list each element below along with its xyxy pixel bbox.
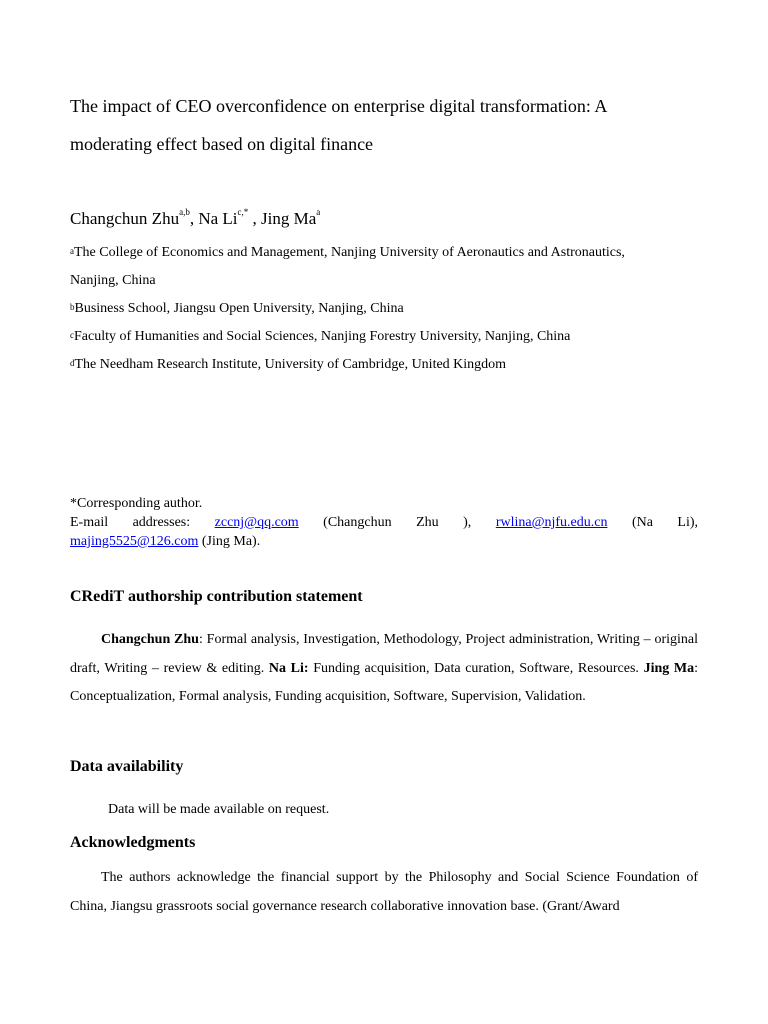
affiliation-item xyxy=(70,295,698,323)
acknowledgments-text: The authors acknowledge the financial support by the Philosophy and Social Science Foundation of China, Jiangsu grassroots social governance research collaborative innovation base. (Grant/Award xyxy=(70,870,698,914)
email-prefix: E-mail addresses: xyxy=(70,515,191,530)
credit-roles: : Formal analysis, Investigation, Methodology, Project administration, Writing – original draft, Writing – review & editing. xyxy=(70,632,698,676)
email-owner: (Changchun Zhu ), xyxy=(323,515,472,530)
credit-roles: Funding acquisition, Data curation, Software, Resources. xyxy=(308,660,644,676)
credit-author-name: Na Li: xyxy=(268,660,309,676)
affiliation-mark: d xyxy=(70,358,75,368)
affiliation-list xyxy=(70,239,698,379)
credit-heading: CRediT authorship contribution statement xyxy=(70,588,363,605)
email-link-ma[interactable]: majing5525@126.com xyxy=(70,534,199,549)
title-line-2: moderating effect based on digital finance xyxy=(70,134,374,154)
author-separator: , xyxy=(189,209,199,228)
affiliation-item xyxy=(70,323,698,351)
affiliation-text: Business School, Jiangsu Open University, Nanjing, China xyxy=(74,301,404,316)
affiliation-text: The College of Economics and Management, Nanjing University of Aeronautics and Astronautics, xyxy=(74,245,625,260)
corresponding-author-label: *Corresponding author. xyxy=(70,496,203,511)
affiliation-item xyxy=(70,351,698,379)
email-owner: (Na Li), xyxy=(631,515,699,530)
email-link-li[interactable]: rwlina@njfu.edu.cn xyxy=(495,515,608,530)
credit-statement xyxy=(70,626,698,712)
data-availability-heading: Data availability xyxy=(70,758,184,775)
affiliation-text: Faculty of Humanities and Social Sciences, Nanjing Forestry University, Nanjing, China xyxy=(74,329,571,344)
author-name: Jing Ma xyxy=(261,209,317,228)
email-addresses-line-2 xyxy=(70,532,698,551)
author-name: Changchun Zhu xyxy=(70,209,180,228)
credit-author-name: Changchun Zhu xyxy=(101,632,199,647)
author-affiliation-mark: a xyxy=(316,207,321,217)
email-owner: (Jing Ma). xyxy=(201,534,261,549)
acknowledgments-heading: Acknowledgments xyxy=(70,834,196,851)
author-name: Na Li xyxy=(198,209,238,228)
author-separator: , xyxy=(248,209,262,228)
affiliation-item xyxy=(70,239,698,267)
credit-roles: : Conceptualization, Formal analysis, Funding acquisition, Software, Supervision, Validation. xyxy=(70,660,699,704)
paper-title xyxy=(70,87,698,163)
title-line-1: The impact of CEO overconfidence on enterprise digital transformation: A xyxy=(70,96,608,116)
author-list xyxy=(70,209,698,229)
email-link-zhu[interactable]: zccnj@qq.com xyxy=(214,515,299,530)
data-availability-text: Data will be made available on request. xyxy=(108,802,330,817)
affiliation-mark: a xyxy=(70,246,74,256)
affiliation-mark: c xyxy=(70,330,74,340)
affiliation-continuation: Nanjing, China xyxy=(70,273,156,288)
credit-author-name: Jing Ma xyxy=(643,660,695,676)
author-affiliation-mark: a,b xyxy=(179,207,190,217)
affiliation-text: The Needham Research Institute, University of Cambridge, United Kingdom xyxy=(74,357,507,372)
affiliation-mark: b xyxy=(70,302,75,312)
corresponding-author-block xyxy=(70,494,698,551)
email-addresses-line xyxy=(70,513,698,532)
author-affiliation-mark: c,* xyxy=(237,207,249,217)
